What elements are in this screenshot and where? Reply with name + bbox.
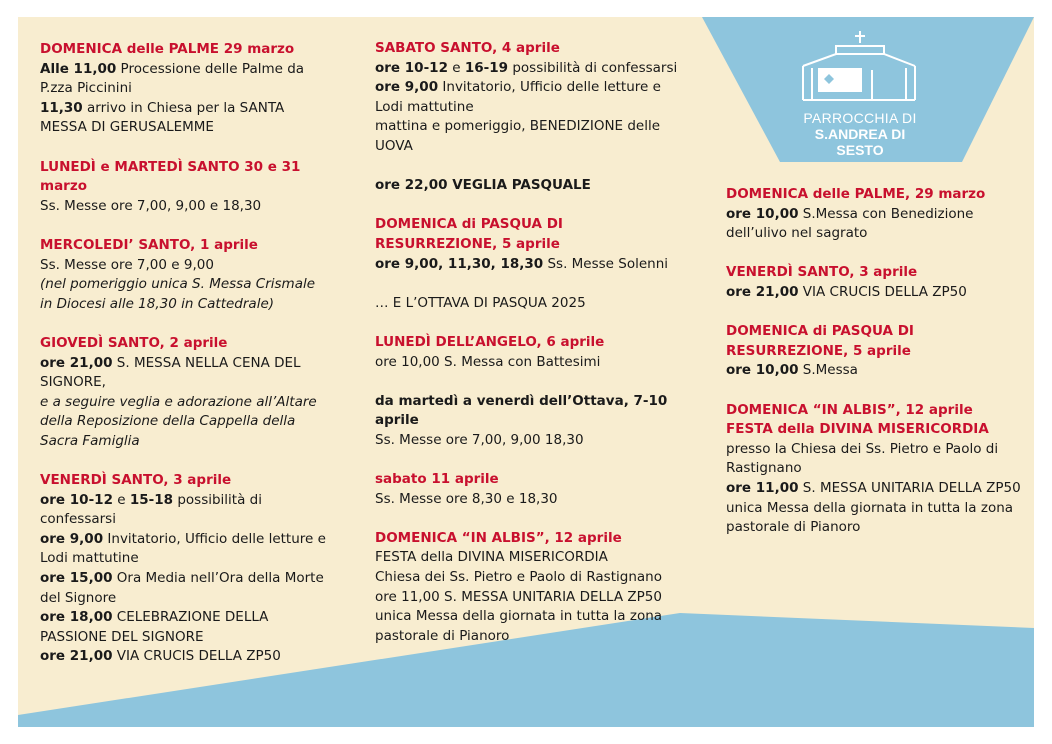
- time-label: ore 10,00: [726, 205, 799, 222]
- event-title: DOMENICA di PASQUA DI: [726, 323, 914, 340]
- event-text: S. MESSA NELLA CENA DEL: [112, 354, 301, 371]
- event-note: e a seguire veglia e adorazione all’Altare: [40, 393, 317, 410]
- event-line: Rastignano: [726, 460, 802, 477]
- logo-line-2: S.ANDREA DI SESTO: [814, 126, 906, 158]
- event-line: presso la Chiesa dei Ss. Pietro e Paolo di: [726, 440, 999, 457]
- event-line: pastorale di Pianoro: [726, 519, 861, 536]
- event-title: aprile: [375, 412, 419, 429]
- event-line: unica Messa della giornata in tutta la zona: [375, 608, 663, 625]
- event-line: [726, 283, 1026, 303]
- time-label: ore 10,00: [726, 362, 799, 379]
- event-text: Ora Media nell’Ora della Morte: [112, 570, 324, 587]
- event-text: CELEBRAZIONE DELLA: [112, 609, 269, 626]
- event-line: Chiesa dei Ss. Pietro e Paolo di Rastignano: [375, 569, 662, 586]
- event-text: Ss. Messe Solenni: [543, 255, 669, 272]
- event-line: [726, 205, 1026, 225]
- event-line: [375, 59, 695, 79]
- event-line: ore 10,00 S. Messa con Battesimi: [375, 353, 601, 370]
- event-line: Lodi mattutine: [375, 98, 474, 115]
- event-line: [40, 608, 350, 628]
- event-text: VIA CRUCIS DELLA ZP50: [112, 648, 281, 665]
- event-text: possibilità di confessarsi: [508, 59, 678, 76]
- event-line: ore 11,00 S. MESSA UNITARIA DELLA ZP50: [375, 588, 662, 605]
- event-text: possibilità di: [173, 491, 262, 508]
- event-easter-sunday-2: [726, 322, 1026, 381]
- event-holy-wednesday: [40, 236, 350, 314]
- event-palm-sunday-2: [726, 185, 1026, 244]
- event-holy-thursday: [40, 334, 350, 452]
- event-line: confessarsi: [40, 511, 116, 528]
- event-title: MERCOLEDI’ SANTO, 1 aprile: [40, 236, 258, 253]
- event-line: MESSA DI GERUSALEMME: [40, 119, 214, 136]
- event-title: VENERDÌ SANTO, 3 aprile: [726, 264, 918, 281]
- logo-line-1: PARROCCHIA DI: [803, 110, 917, 126]
- event-text: Invitatorio, Ufficio delle letture e: [103, 530, 326, 547]
- event-palm-sunday: [40, 40, 350, 138]
- event-octave-weekdays: [375, 392, 695, 451]
- event-title: SABATO SANTO, 4 aprile: [375, 40, 560, 56]
- event-title: marzo: [40, 178, 87, 195]
- event-easter-sunday: [375, 215, 695, 274]
- event-holy-saturday: [375, 39, 695, 157]
- event-title: LUNEDÌ DELL’ANGELO, 6 aprile: [375, 333, 605, 350]
- time-label: ore 10-12: [375, 59, 448, 76]
- column-sesto-main: [40, 40, 350, 667]
- column-other-church: [726, 185, 1026, 538]
- time-label: ore 9,00, 11,30, 18,30: [375, 255, 544, 272]
- time-label: 16-19: [464, 59, 509, 76]
- event-line: [375, 78, 695, 98]
- event-line: Ss. Messe ore 8,30 e 18,30: [375, 490, 558, 507]
- event-title: DOMENICA di PASQUA DI: [375, 216, 563, 233]
- event-note: Sacra Famiglia: [40, 432, 140, 449]
- event-line: [40, 569, 350, 589]
- event-line: Ss. Messe ore 7,00, 9,00 18,30: [375, 431, 584, 448]
- event-title: LUNEDÌ e MARTEDÌ SANTO 30 e 31: [40, 158, 301, 175]
- time-label: 15-18: [129, 491, 174, 508]
- octave-heading: [375, 294, 695, 314]
- time-label: ore 15,00: [40, 570, 113, 587]
- event-divine-mercy-sunday-2: [726, 401, 1026, 538]
- event-line: [40, 354, 350, 374]
- event-title: RESURREZIONE, 5 aprile: [375, 235, 560, 252]
- event-text: e: [112, 491, 130, 508]
- event-title: DOMENICA “IN ALBIS”, 12 aprile: [726, 401, 973, 418]
- event-line: [40, 60, 350, 80]
- event-good-friday-2: [726, 263, 1026, 302]
- event-note: in Diocesi alle 18,30 in Cattedrale): [40, 295, 275, 312]
- time-label: ore 21,00: [40, 648, 113, 665]
- event-text: Invitatorio, Ufficio delle letture e: [438, 79, 661, 96]
- event-text: Processione delle Palme da: [116, 60, 305, 77]
- event-title: sabato 11 aprile: [375, 471, 499, 488]
- event-divine-mercy-sunday: [375, 529, 695, 647]
- event-saturday-11: [375, 470, 695, 509]
- event-title: da martedì a venerdì dell’Ottava, 7-10: [375, 392, 668, 409]
- column-sesto-easter: [375, 39, 695, 646]
- event-line: ore 22,00 VEGLIA PASQUALE: [375, 177, 591, 194]
- event-title: RESURREZIONE, 5 aprile: [726, 342, 911, 359]
- event-easter-vigil: [375, 176, 695, 196]
- parish-logo-text: [790, 110, 930, 158]
- event-text: S.Messa con Benedizione: [798, 205, 974, 222]
- event-title: FESTA della DIVINA MISERICORDIA: [726, 421, 989, 438]
- event-title: GIOVEDÌ SANTO, 2 aprile: [40, 334, 228, 351]
- event-text: arrivo in Chiesa per la SANTA: [82, 99, 285, 116]
- time-label: ore 9,00: [40, 530, 104, 547]
- event-line: [40, 491, 350, 511]
- event-line: del Signore: [40, 589, 117, 606]
- event-line: [375, 255, 695, 275]
- event-line: Ss. Messe ore 7,00, 9,00 e 18,30: [40, 197, 262, 214]
- event-line: Ss. Messe ore 7,00 e 9,00: [40, 256, 214, 273]
- event-note: (nel pomeriggio unica S. Messa Crismale: [40, 276, 316, 293]
- event-line: dell’ulivo nel sagrato: [726, 225, 868, 242]
- event-line: Lodi mattutine: [40, 550, 139, 567]
- event-line: FESTA della DIVINA MISERICORDIA: [375, 549, 608, 566]
- event-line: SIGNORE,: [40, 374, 106, 391]
- event-line: … E L’OTTAVA DI PASQUA 2025: [375, 294, 586, 311]
- event-text: S. MESSA UNITARIA DELLA ZP50: [798, 479, 1021, 496]
- time-label: ore 9,00: [375, 79, 439, 96]
- time-label: ore 10-12: [40, 491, 113, 508]
- event-text: S.Messa: [798, 362, 858, 379]
- event-line: UOVA: [375, 137, 413, 154]
- event-title: VENERDÌ SANTO, 3 aprile: [40, 472, 232, 489]
- event-line: mattina e pomeriggio, BENEDIZIONE delle: [375, 118, 661, 135]
- event-line: P.zza Piccinini: [40, 80, 132, 97]
- time-label: ore 18,00: [40, 609, 113, 626]
- event-line: [726, 479, 1026, 499]
- event-line: [40, 647, 350, 667]
- event-easter-monday: [375, 333, 695, 372]
- event-line: [726, 361, 1026, 381]
- event-text: e: [447, 59, 465, 76]
- event-good-friday: [40, 471, 350, 667]
- event-note: della Reposizione della Cappella della: [40, 413, 296, 430]
- time-label: Alle 11,00: [40, 60, 117, 77]
- time-label: ore 21,00: [40, 354, 113, 371]
- event-title: DOMENICA delle PALME, 29 marzo: [726, 186, 986, 202]
- event-text: VIA CRUCIS DELLA ZP50: [798, 283, 967, 300]
- time-label: ore 21,00: [726, 283, 799, 300]
- event-title: DOMENICA “IN ALBIS”, 12 aprile: [375, 529, 622, 546]
- event-holy-monday-tuesday: [40, 158, 350, 217]
- event-line: [40, 530, 350, 550]
- time-label: ore 11,00: [726, 479, 799, 496]
- event-line: pastorale di Pianoro: [375, 627, 510, 644]
- event-line: [40, 99, 350, 119]
- event-line: unica Messa della giornata in tutta la zona: [726, 499, 1014, 516]
- event-line: PASSIONE DEL SIGNORE: [40, 628, 204, 645]
- event-title: DOMENICA delle PALME 29 marzo: [40, 41, 295, 57]
- time-label: 11,30: [40, 99, 83, 116]
